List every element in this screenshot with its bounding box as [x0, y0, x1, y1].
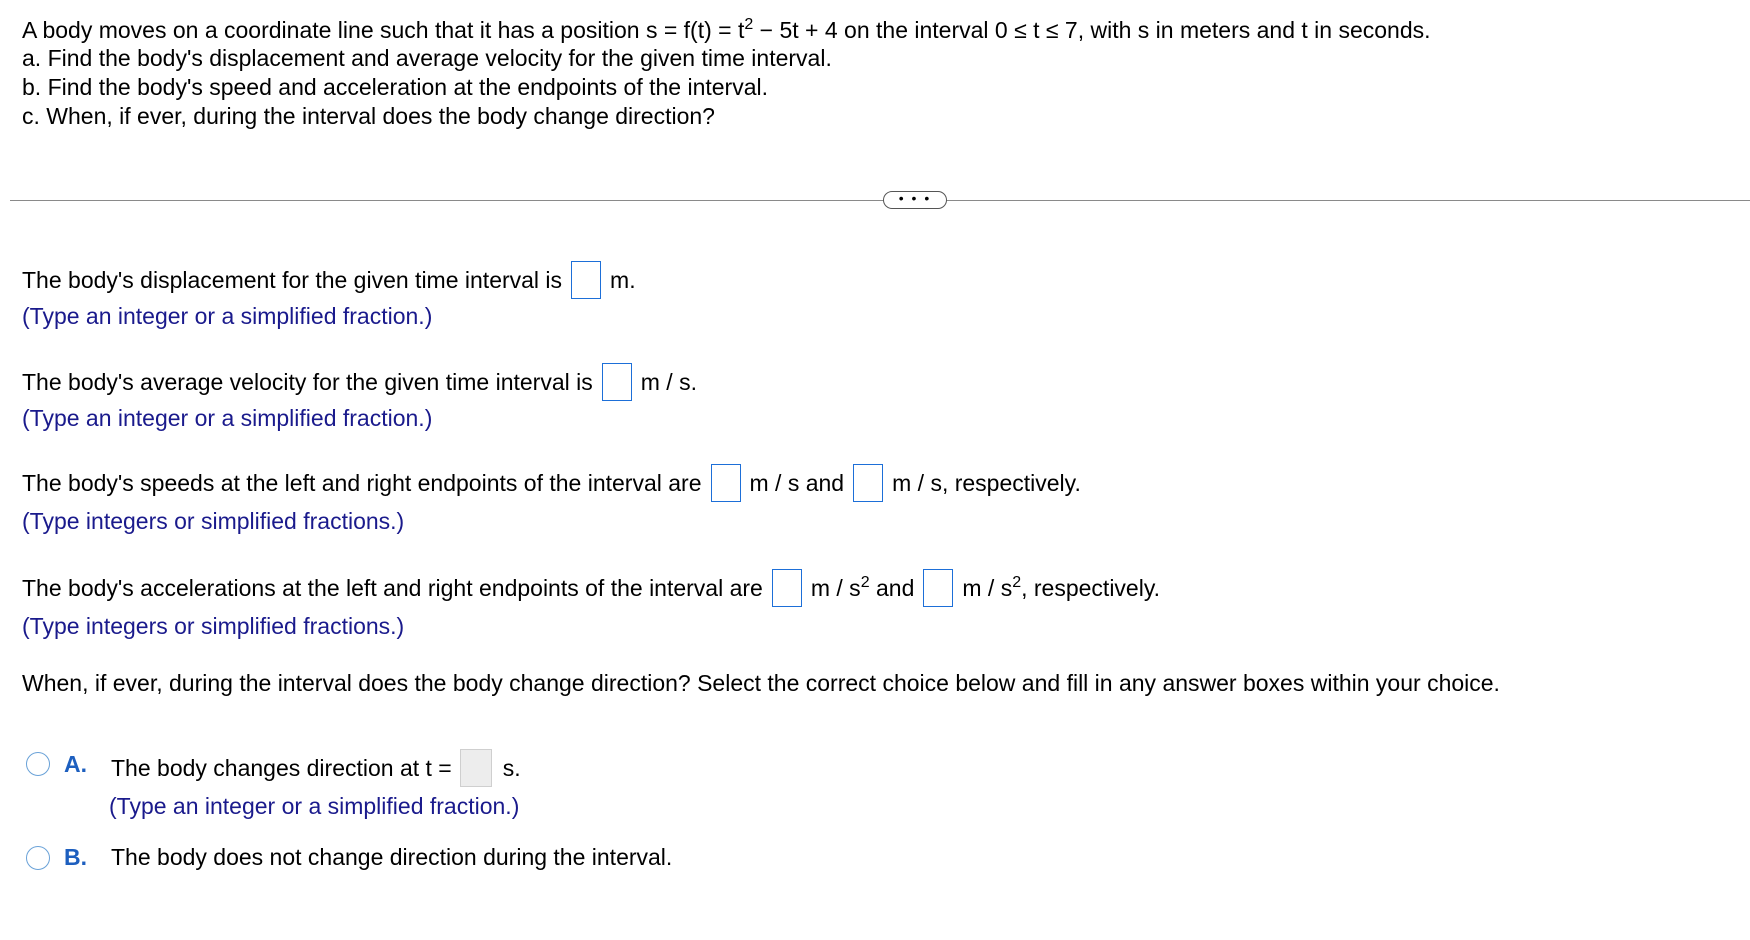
accel-hint: (Type integers or simplified fractions.)	[22, 613, 405, 639]
speeds-hint: (Type integers or simplified fractions.)	[22, 508, 405, 534]
right-accel-answer-box[interactable]	[923, 569, 953, 607]
choice-b-letter: B.	[64, 844, 87, 870]
choice-a	[111, 749, 521, 787]
problem-line-4: c. When, if ever, during the interval does the body change direction?	[22, 103, 715, 129]
displacement-answer-box[interactable]	[571, 261, 601, 299]
problem-line-2: a. Find the body's displacement and average velocity for the given time interval.	[22, 45, 832, 71]
speeds-unit-and: m / s and	[749, 469, 845, 496]
choice-a-hint: (Type an integer or a simplified fraction.)	[109, 793, 520, 819]
displacement-question	[22, 260, 636, 300]
accel-unit: m / s	[962, 574, 1013, 601]
exponent: 2	[1012, 573, 1022, 591]
right-speed-answer-box[interactable]	[853, 464, 883, 502]
left-accel-answer-box[interactable]	[772, 569, 802, 607]
choice-b-text: The body does not change direction during the interval.	[111, 844, 673, 870]
more-options-button[interactable]: • • •	[883, 191, 947, 209]
accel-question	[22, 568, 1160, 608]
accel-end: , respectively.	[1021, 574, 1161, 601]
choice-a-text: The body changes direction at t =	[111, 754, 452, 781]
exponent: 2	[744, 16, 754, 33]
avg-velocity-answer-box[interactable]	[602, 363, 632, 401]
avg-velocity-prompt: The body's average velocity for the given time interval is	[22, 368, 593, 395]
speeds-unit-end: m / s, respectively.	[892, 469, 1081, 496]
problem-text: A body moves on a coordinate line such that it has a position s = f(t) = t	[22, 17, 745, 43]
left-speed-answer-box[interactable]	[711, 464, 741, 502]
speeds-prompt: The body's speeds at the left and right endpoints of the interval are	[22, 469, 702, 496]
accel-unit-and	[811, 575, 915, 602]
choice-b-radio[interactable]	[26, 846, 50, 870]
accel-unit-end	[962, 575, 1160, 602]
displacement-unit: m.	[610, 266, 636, 293]
displacement-hint: (Type an integer or a simplified fraction.)	[22, 303, 433, 329]
section-divider	[10, 200, 1750, 201]
avg-velocity-hint: (Type an integer or a simplified fraction.)	[22, 405, 433, 431]
choice-a-letter: A.	[64, 751, 87, 777]
accel-and: and	[869, 574, 915, 601]
choice-a-unit: s.	[502, 754, 521, 781]
problem-line-3: b. Find the body's speed and acceleration at the endpoints of the interval.	[22, 74, 768, 100]
direction-prompt: When, if ever, during the interval does the body change direction? Select the correct choice below and fill in any answer boxes within your choice.	[22, 670, 1500, 696]
accel-unit: m / s	[810, 574, 861, 601]
problem-text: − 5t + 4 on the interval 0 ≤ t ≤ 7, with s in meters and t in seconds.	[753, 17, 1431, 43]
speeds-question	[22, 463, 1081, 503]
choice-a-radio[interactable]	[26, 752, 50, 776]
avg-velocity-unit: m / s.	[640, 368, 697, 395]
direction-time-answer-box[interactable]	[460, 749, 492, 787]
accel-prompt: The body's accelerations at the left and right endpoints of the interval are	[22, 574, 763, 601]
avg-velocity-question	[22, 362, 697, 402]
exponent: 2	[860, 573, 870, 591]
displacement-prompt: The body's displacement for the given time interval is	[22, 266, 563, 293]
